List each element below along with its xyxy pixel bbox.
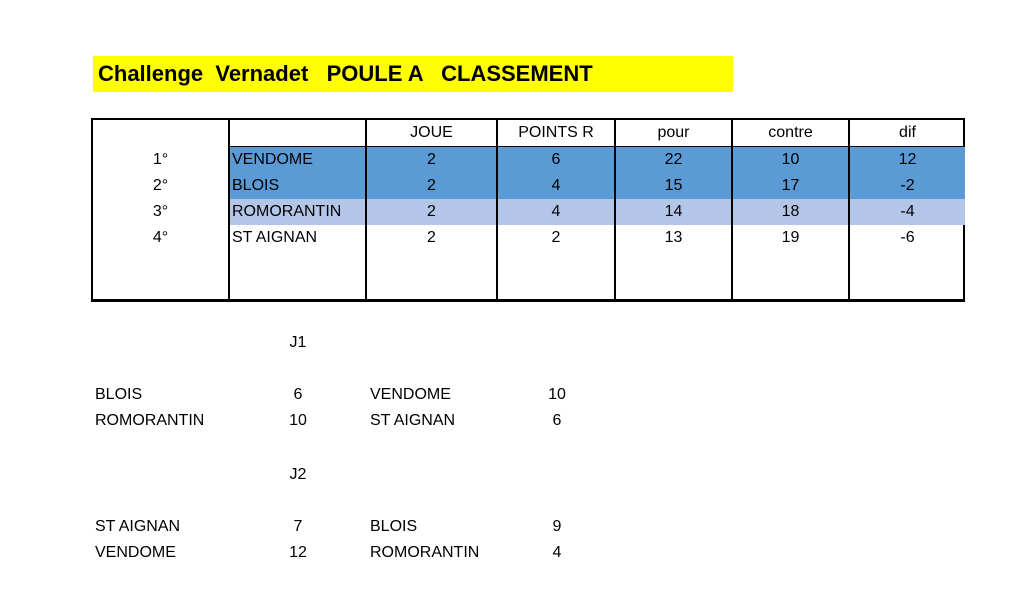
team-name: BLOIS [230, 173, 365, 199]
header-pour: pour [657, 124, 690, 141]
pour-value: 13 [664, 229, 683, 246]
rank-cell: 2° [152, 177, 169, 194]
away-score: 6 [552, 412, 562, 429]
rank-cell: 4° [152, 229, 169, 246]
round-label: J2 [289, 466, 307, 483]
away-team: ST AIGNAN [370, 412, 456, 429]
rank-cell: 3° [152, 203, 169, 220]
contre-value: 19 [781, 229, 800, 246]
joue-value: 2 [427, 229, 436, 246]
pour-value: 14 [616, 199, 731, 225]
contre-value: 17 [733, 173, 848, 199]
header-joue: JOUE [410, 124, 453, 141]
joue-value: 2 [367, 147, 496, 173]
rank-cell: 1° [152, 151, 169, 168]
points-value: 4 [498, 199, 614, 225]
joue-value: 2 [367, 199, 496, 225]
team-name: ROMORANTIN [230, 199, 365, 225]
points-value: 2 [551, 229, 561, 246]
home-team: BLOIS [95, 386, 143, 403]
home-team: VENDOME [95, 544, 176, 561]
home-score: 6 [293, 386, 303, 403]
dif-value: -6 [900, 229, 915, 246]
dif-value: -2 [850, 173, 965, 199]
away-score: 10 [548, 386, 566, 403]
home-score: 12 [289, 544, 307, 561]
points-value: 6 [498, 147, 614, 173]
home-team: ROMORANTIN [95, 412, 205, 429]
away-team: ROMORANTIN [370, 544, 480, 561]
away-team: BLOIS [370, 518, 418, 535]
joue-value: 2 [367, 173, 496, 199]
away-score: 9 [552, 518, 562, 535]
dif-value: -4 [850, 199, 965, 225]
contre-value: 10 [733, 147, 848, 173]
round-label: J1 [289, 334, 307, 351]
team-name: VENDOME [230, 147, 365, 173]
pour-value: 22 [616, 147, 731, 173]
contre-value: 18 [733, 199, 848, 225]
page-title: Challenge Vernadet POULE A CLASSEMENT [93, 56, 733, 92]
home-score: 10 [289, 412, 307, 429]
header-points: POINTS R [518, 124, 594, 141]
standings-table [91, 118, 965, 302]
header-contre: contre [768, 124, 813, 141]
away-score: 4 [552, 544, 562, 561]
team-name: ST AIGNAN [232, 229, 318, 246]
header-dif: dif [899, 124, 916, 141]
pour-value: 15 [616, 173, 731, 199]
home-team: ST AIGNAN [95, 518, 181, 535]
away-team: VENDOME [370, 386, 451, 403]
points-value: 4 [498, 173, 614, 199]
home-score: 7 [293, 518, 303, 535]
dif-value: 12 [850, 147, 965, 173]
